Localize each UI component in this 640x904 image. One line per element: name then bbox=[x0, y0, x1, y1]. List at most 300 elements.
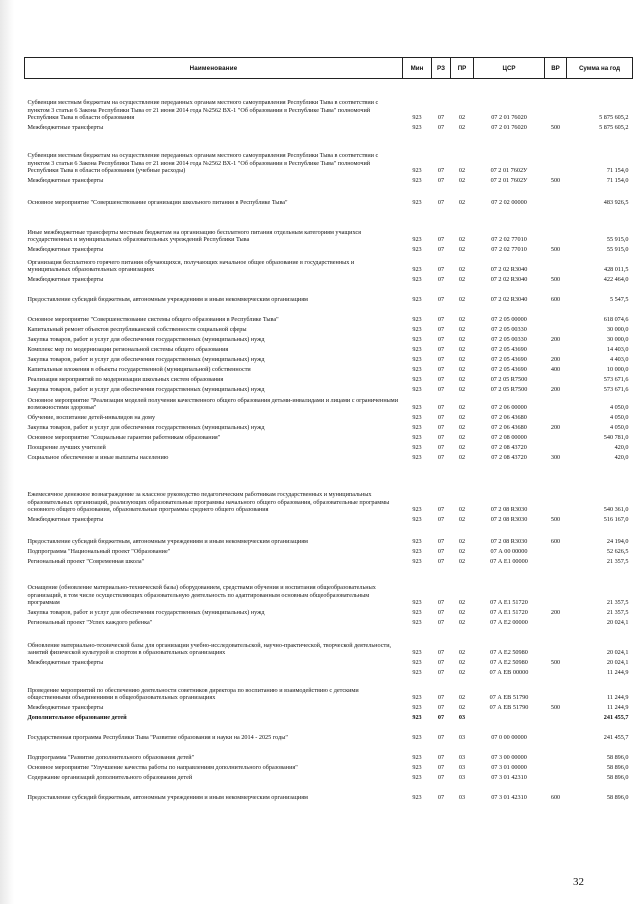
cell-name: Проведение мероприятий по обеспечению деятельности советников директора по воспитанию и взаимодействию с детскими общественными объединениями в общеобразовательных организациях bbox=[27, 686, 359, 702]
cell-csr: 07 А Е2 00000 bbox=[490, 619, 528, 627]
cell-min: 923 bbox=[412, 246, 422, 254]
table-row bbox=[25, 305, 633, 325]
cell-name: Подпрограмма "Национальный проект "Образование" bbox=[27, 548, 171, 556]
table-row bbox=[25, 275, 633, 285]
cell-csr: 07 2 08 43720 bbox=[491, 454, 527, 462]
cell-rz: 07 bbox=[437, 434, 445, 442]
cell-csr: 07 А Е2 50980 bbox=[490, 649, 528, 657]
header-vr: ВР bbox=[545, 58, 567, 79]
cell-rz: 07 bbox=[437, 246, 445, 254]
cell-sum: 241 455,7 bbox=[603, 734, 629, 742]
cell-csr: 07 2 05 43690 bbox=[491, 356, 527, 364]
cell-sum: 52 626,5 bbox=[606, 548, 629, 556]
cell-csr: 07 А ЕВ 51790 bbox=[489, 694, 529, 702]
cell-pr: 02 bbox=[458, 444, 466, 452]
cell-pr: 02 bbox=[458, 454, 466, 462]
cell-pr: 02 bbox=[458, 659, 466, 667]
cell-name: Закупка товаров, работ и услуг для обеспечения государственных (муниципальных) нужд bbox=[27, 609, 265, 617]
cell-sum: 573 671,6 bbox=[603, 386, 629, 394]
cell-csr: 07 2 05 R7500 bbox=[490, 376, 528, 384]
cell-sum: 5 875 605,2 bbox=[599, 114, 629, 122]
cell-vr bbox=[545, 133, 567, 176]
cell-pr: 02 bbox=[458, 276, 466, 284]
cell-pr: 02 bbox=[458, 114, 466, 122]
cell-vr bbox=[545, 678, 567, 703]
cell-rz: 07 bbox=[437, 704, 445, 712]
cell-csr: 07 2 02 R3040 bbox=[490, 276, 528, 284]
table-row bbox=[25, 245, 633, 255]
cell-pr: 02 bbox=[458, 404, 466, 412]
cell-pr: 02 bbox=[458, 434, 466, 442]
cell-sum: 24 194,0 bbox=[606, 538, 629, 546]
table-row bbox=[25, 325, 633, 335]
table-row bbox=[25, 355, 633, 365]
cell-vr bbox=[545, 557, 567, 567]
cell-min: 923 bbox=[412, 404, 422, 412]
cell-vr: 500 bbox=[550, 124, 561, 132]
cell-vr: 500 bbox=[550, 516, 561, 524]
cell-sum: 71 154,0 bbox=[606, 167, 629, 175]
cell-sum: 11 244,9 bbox=[607, 704, 629, 712]
cell-vr bbox=[545, 325, 567, 335]
cell-rz: 07 bbox=[437, 454, 445, 462]
cell-min: 923 bbox=[412, 516, 422, 524]
cell-min: 923 bbox=[412, 794, 422, 802]
cell-min: 923 bbox=[412, 199, 422, 207]
cell-rz: 07 bbox=[437, 346, 445, 354]
cell-vr bbox=[545, 433, 567, 443]
cell-min: 923 bbox=[412, 619, 422, 627]
cell-pr: 02 bbox=[458, 599, 466, 607]
cell-sum: 20 024,1 bbox=[606, 619, 629, 627]
cell-csr: 07 А Е1 51720 bbox=[490, 609, 528, 617]
table-row bbox=[25, 413, 633, 423]
cell-vr: 200 bbox=[550, 609, 561, 617]
cell-sum: 21 357,5 bbox=[606, 609, 629, 617]
cell-name: Иные межбюджетные трансферты местным бюджетам на организацию бесплатного питания отдельным категориям учащихся государственных и муниципальных образовательных учреждений Республики Тыва bbox=[27, 228, 361, 244]
cell-sum: 540 781,0 bbox=[603, 434, 629, 442]
cell-rz: 07 bbox=[437, 366, 445, 374]
cell-csr: 07 2 05 00330 bbox=[491, 336, 527, 344]
cell-csr: 07 2 02 00000 bbox=[491, 199, 527, 207]
cell-min: 923 bbox=[412, 124, 422, 132]
cell-csr: 07 2 08 43720 bbox=[491, 444, 527, 452]
table-row bbox=[25, 678, 633, 703]
cell-vr bbox=[545, 743, 567, 763]
cell-rz: 07 bbox=[437, 599, 445, 607]
cell-rz: 07 bbox=[437, 694, 445, 702]
cell-name: Обновление материально-технической базы для организации учебно-исследовательской, научно-практической, творческой деятельности, занятий физической культурой и спортом в образовательных организациях bbox=[27, 641, 392, 657]
cell-name: Подпрограмма "Развитие дополнительного образования детей" bbox=[27, 754, 195, 762]
cell-pr: 02 bbox=[458, 516, 466, 524]
cell-sum: 71 154,0 bbox=[606, 177, 629, 185]
cell-min: 923 bbox=[412, 454, 422, 462]
cell-pr: 02 bbox=[458, 124, 466, 132]
cell-min: 923 bbox=[412, 266, 422, 274]
cell-rz: 07 bbox=[437, 669, 445, 677]
cell-csr: 07 2 05 00000 bbox=[491, 316, 527, 324]
header-rz: РЗ bbox=[432, 58, 451, 79]
cell-name: Региональный проект "Современная школа" bbox=[27, 558, 145, 566]
cell-name bbox=[25, 668, 403, 678]
cell-name: Дополнительное образование детей bbox=[27, 714, 127, 722]
cell-rz: 07 bbox=[437, 619, 445, 627]
cell-rz: 07 bbox=[437, 548, 445, 556]
cell-vr bbox=[545, 713, 567, 723]
table-row bbox=[25, 668, 633, 678]
cell-sum: 20 024,1 bbox=[606, 649, 629, 657]
budget-table bbox=[24, 57, 633, 803]
cell-pr: 02 bbox=[458, 199, 466, 207]
cell-name: Межбюджетные трансферты bbox=[27, 516, 104, 524]
cell-pr: 02 bbox=[458, 167, 466, 175]
table-row bbox=[25, 133, 633, 176]
budget-table-container bbox=[24, 57, 632, 803]
cell-vr bbox=[545, 305, 567, 325]
cell-csr: 07 2 06 43680 bbox=[491, 414, 527, 422]
cell-rz: 07 bbox=[437, 266, 445, 274]
cell-min: 923 bbox=[412, 296, 422, 304]
table-row bbox=[25, 375, 633, 385]
cell-min: 923 bbox=[412, 694, 422, 702]
cell-sum: 21 357,5 bbox=[606, 599, 629, 607]
cell-min: 923 bbox=[412, 599, 422, 607]
cell-vr: 500 bbox=[550, 246, 561, 254]
table-row bbox=[25, 547, 633, 557]
cell-name: Региональный проект "Успех каждого ребенка" bbox=[27, 619, 153, 627]
table-row bbox=[25, 176, 633, 186]
cell-csr: 07 2 01 76020 bbox=[491, 114, 527, 122]
table-row bbox=[25, 567, 633, 608]
cell-pr: 02 bbox=[458, 356, 466, 364]
cell-vr: 500 bbox=[550, 704, 561, 712]
cell-csr: 07 А Е2 50980 bbox=[490, 659, 528, 667]
cell-pr: 02 bbox=[458, 704, 466, 712]
cell-pr: 02 bbox=[458, 424, 466, 432]
cell-vr bbox=[545, 375, 567, 385]
cell-vr bbox=[545, 443, 567, 453]
cell-name: Основное мероприятие "Совершенствование системы общего образования в Республике Тыва" bbox=[27, 316, 279, 324]
cell-rz: 07 bbox=[437, 659, 445, 667]
cell-min: 923 bbox=[412, 424, 422, 432]
cell-rz: 07 bbox=[437, 276, 445, 284]
cell-rz: 07 bbox=[437, 356, 445, 364]
cell-rz: 07 bbox=[437, 794, 445, 802]
cell-vr: 400 bbox=[550, 366, 561, 374]
cell-csr: 07 3 01 00000 bbox=[491, 764, 527, 772]
cell-pr: 03 bbox=[458, 764, 466, 772]
cell-pr: 03 bbox=[458, 794, 466, 802]
cell-name: Организация бесплатного горячего питания обучающихся, получающих начальное общее образование в государственных и муниципальных образовательных организациях bbox=[27, 258, 355, 274]
table-header bbox=[25, 58, 633, 79]
cell-rz: 07 bbox=[437, 336, 445, 344]
cell-rz: 07 bbox=[437, 124, 445, 132]
cell-vr bbox=[545, 463, 567, 515]
cell-pr: 02 bbox=[458, 538, 466, 546]
cell-vr bbox=[545, 345, 567, 355]
cell-sum: 5 547,5 bbox=[609, 296, 629, 304]
cell-rz: 07 bbox=[437, 199, 445, 207]
cell-csr: 07 А Е1 51720 bbox=[490, 599, 528, 607]
cell-min: 923 bbox=[412, 366, 422, 374]
cell-vr bbox=[545, 567, 567, 608]
cell-sum: 20 024,1 bbox=[606, 659, 629, 667]
cell-min: 923 bbox=[412, 734, 422, 742]
cell-min: 923 bbox=[412, 669, 422, 677]
cell-vr: 500 bbox=[550, 177, 561, 185]
cell-min: 923 bbox=[412, 114, 422, 122]
cell-rz: 07 bbox=[437, 538, 445, 546]
cell-sum: 483 926,5 bbox=[603, 199, 629, 207]
cell-csr: 07 2 02 77010 bbox=[491, 236, 527, 244]
cell-rz: 07 bbox=[437, 326, 445, 334]
cell-sum: 11 244,9 bbox=[607, 669, 629, 677]
table-row bbox=[25, 515, 633, 525]
cell-pr: 02 bbox=[458, 316, 466, 324]
header-min: Мин bbox=[403, 58, 432, 79]
cell-sum: 618 074,6 bbox=[603, 316, 629, 324]
header-sum: Сумма на год bbox=[567, 58, 633, 79]
cell-rz: 07 bbox=[437, 167, 445, 175]
cell-sum: 21 357,5 bbox=[606, 558, 629, 566]
cell-rz: 07 bbox=[437, 734, 445, 742]
cell-sum: 428 011,5 bbox=[603, 266, 629, 274]
cell-pr: 03 bbox=[458, 714, 466, 722]
cell-rz: 07 bbox=[437, 754, 445, 762]
cell-vr bbox=[545, 628, 567, 658]
cell-name: Основное мероприятие "Реализация моделей получения качественного общего образования детьми-инвалидами и лицами с ограниченными возможностями здоровья" bbox=[27, 396, 399, 412]
cell-name: Предоставление субсидий бюджетным, автономным учреждениям и иным некоммерческим организациям bbox=[27, 538, 308, 546]
cell-pr: 03 bbox=[458, 734, 466, 742]
cell-pr: 02 bbox=[458, 548, 466, 556]
cell-min: 923 bbox=[412, 704, 422, 712]
table-row bbox=[25, 365, 633, 375]
table-row bbox=[25, 763, 633, 773]
cell-min: 923 bbox=[412, 659, 422, 667]
cell-vr bbox=[545, 763, 567, 773]
cell-csr: 07 2 08 R3030 bbox=[490, 506, 528, 514]
cell-rz: 07 bbox=[437, 177, 445, 185]
cell-min: 923 bbox=[412, 346, 422, 354]
cell-min: 923 bbox=[412, 649, 422, 657]
table-row bbox=[25, 703, 633, 713]
cell-sum: 4 050,0 bbox=[609, 424, 629, 432]
cell-sum: 14 403,0 bbox=[606, 346, 629, 354]
cell-rz: 07 bbox=[437, 404, 445, 412]
cell-name: Закупка товаров, работ и услуг для обеспечения государственных (муниципальных) нужд bbox=[27, 356, 265, 364]
cell-pr: 02 bbox=[458, 236, 466, 244]
cell-vr: 600 bbox=[550, 794, 561, 802]
cell-csr: 07 2 01 7602У bbox=[490, 177, 528, 185]
table-row bbox=[25, 608, 633, 618]
cell-csr: 07 2 06 00000 bbox=[491, 404, 527, 412]
cell-min: 923 bbox=[412, 236, 422, 244]
cell-vr: 200 bbox=[550, 356, 561, 364]
cell-name: Оснащение (обновление материально-технической базы) оборудованием, средствами обучения и воспитания общеобразовательных организаций, в том числе осуществляющих образовательную деятельность по адаптированным основным общеобразовательным программам bbox=[27, 584, 376, 607]
table-row bbox=[25, 453, 633, 463]
scan-edge-shadow bbox=[0, 0, 14, 904]
cell-name: Межбюджетные трансферты bbox=[27, 704, 104, 712]
cell-name: Предоставление субсидий бюджетным, автономным учреждениям и иным некоммерческим организациям bbox=[27, 296, 308, 304]
table-row bbox=[25, 255, 633, 275]
header-name: Наименование bbox=[25, 58, 403, 79]
cell-pr: 03 bbox=[458, 774, 466, 782]
cell-csr: 07 2 02 77010 bbox=[491, 246, 527, 254]
cell-pr: 03 bbox=[458, 754, 466, 762]
table-row bbox=[25, 395, 633, 413]
table-row bbox=[25, 743, 633, 763]
cell-sum: 30 000,0 bbox=[606, 336, 629, 344]
cell-pr: 02 bbox=[458, 296, 466, 304]
cell-sum: 58 896,0 bbox=[606, 764, 629, 772]
cell-rz: 07 bbox=[437, 424, 445, 432]
table-row bbox=[25, 628, 633, 658]
table-row bbox=[25, 186, 633, 208]
cell-pr: 02 bbox=[458, 246, 466, 254]
cell-csr: 07 2 08 R3030 bbox=[490, 516, 528, 524]
cell-rz: 07 bbox=[437, 114, 445, 122]
table-row bbox=[25, 463, 633, 515]
cell-name: Предоставление субсидий бюджетным, автономным учреждениям и иным некоммерческим организациям bbox=[27, 794, 308, 802]
table-row bbox=[25, 285, 633, 305]
cell-vr bbox=[545, 668, 567, 678]
cell-csr: 07 3 01 42310 bbox=[491, 774, 527, 782]
cell-sum: 516 167,0 bbox=[603, 516, 629, 524]
cell-min: 923 bbox=[412, 356, 422, 364]
page-number: 32 bbox=[573, 876, 584, 888]
table-row bbox=[25, 385, 633, 395]
cell-min: 923 bbox=[412, 548, 422, 556]
cell-name: Закупка товаров, работ и услуг для обеспечения государственных (муниципальных) нужд bbox=[27, 336, 265, 344]
cell-rz: 07 bbox=[437, 558, 445, 566]
table-row bbox=[25, 433, 633, 443]
cell-pr: 02 bbox=[458, 558, 466, 566]
cell-vr bbox=[545, 618, 567, 628]
cell-csr: 07 3 00 00000 bbox=[491, 754, 527, 762]
cell-name: Обучение, воспитание детей-инвалидов на дому bbox=[27, 414, 156, 422]
cell-pr: 02 bbox=[458, 177, 466, 185]
cell-sum: 30 000,0 bbox=[606, 326, 629, 334]
cell-name: Содержание организаций дополнительного образования детей bbox=[27, 774, 193, 782]
cell-rz: 07 bbox=[437, 774, 445, 782]
cell-min: 923 bbox=[412, 506, 422, 514]
cell-name: Государственная программа Республики Тыва "Развитие образования и науки на 2014 - 2025 годы" bbox=[27, 734, 288, 742]
cell-csr: 07 3 01 42310 bbox=[491, 794, 527, 802]
cell-rz: 07 bbox=[437, 386, 445, 394]
cell-pr: 02 bbox=[458, 266, 466, 274]
cell-name: Основное мероприятие "Совершенствование организации школьного питания в Республике Тыва" bbox=[27, 199, 288, 207]
cell-rz: 07 bbox=[437, 714, 445, 722]
table-row bbox=[25, 783, 633, 803]
table-row bbox=[25, 423, 633, 433]
cell-min: 923 bbox=[412, 444, 422, 452]
cell-sum: 573 671,6 bbox=[603, 376, 629, 384]
cell-vr bbox=[545, 547, 567, 557]
cell-csr: 07 2 02 R3040 bbox=[490, 296, 528, 304]
cell-name: Реализация мероприятий по модернизации школьных систем образования bbox=[27, 376, 224, 384]
cell-name: Закупка товаров, работ и услуг для обеспечения государственных (муниципальных) нужд bbox=[27, 424, 265, 432]
cell-rz: 07 bbox=[437, 649, 445, 657]
cell-min: 923 bbox=[412, 386, 422, 394]
cell-pr: 02 bbox=[458, 649, 466, 657]
cell-pr: 02 bbox=[458, 414, 466, 422]
cell-csr: 07 2 08 00000 bbox=[491, 434, 527, 442]
cell-vr bbox=[545, 208, 567, 245]
cell-rz: 07 bbox=[437, 609, 445, 617]
cell-name: Межбюджетные трансферты bbox=[27, 659, 104, 667]
cell-sum: 420,0 bbox=[614, 444, 629, 452]
cell-min: 923 bbox=[412, 434, 422, 442]
cell-csr: 07 2 01 7602У bbox=[490, 167, 528, 175]
cell-rz: 07 bbox=[437, 414, 445, 422]
cell-sum: 540 361,0 bbox=[603, 506, 629, 514]
cell-vr: 200 bbox=[550, 424, 561, 432]
cell-name: Межбюджетные трансферты bbox=[27, 124, 104, 132]
cell-sum: 4 403,0 bbox=[609, 356, 629, 364]
cell-csr: 07 2 08 R3030 bbox=[490, 538, 528, 546]
cell-sum: 241 455,7 bbox=[603, 714, 629, 722]
cell-vr: 600 bbox=[550, 296, 561, 304]
table-row bbox=[25, 123, 633, 133]
cell-min: 923 bbox=[412, 774, 422, 782]
cell-vr bbox=[545, 186, 567, 208]
cell-min: 923 bbox=[412, 376, 422, 384]
table-row bbox=[25, 345, 633, 355]
cell-rz: 07 bbox=[437, 444, 445, 452]
cell-csr: 07 А 00 00000 bbox=[490, 548, 528, 556]
cell-csr: 07 2 05 43690 bbox=[491, 346, 527, 354]
cell-vr bbox=[545, 79, 567, 123]
cell-name: Субвенции местным бюджетам на осуществление переданных органам местного самоуправления Республики Тыва в соответствии с пунктом 3 статьи 6 Закона Республики Тыва от 21 июня 2014 года №2562 ВХ-1 "Об образовании в Республике Тыва" полномочий Республики Тыва в области образования bbox=[27, 99, 379, 122]
table-row bbox=[25, 618, 633, 628]
cell-pr: 02 bbox=[458, 366, 466, 374]
cell-name: Социальное обеспечение и иные выплаты населению bbox=[27, 454, 169, 462]
cell-csr: 07 А Е1 00000 bbox=[490, 558, 528, 566]
cell-sum: 55 915,0 bbox=[606, 236, 629, 244]
header-pr: ПР bbox=[451, 58, 474, 79]
cell-rz: 07 bbox=[437, 296, 445, 304]
cell-min: 923 bbox=[412, 316, 422, 324]
cell-rz: 07 bbox=[437, 506, 445, 514]
cell-csr: 07 2 02 R3040 bbox=[490, 266, 528, 274]
cell-pr: 02 bbox=[458, 326, 466, 334]
cell-csr: 07 2 05 43690 bbox=[491, 366, 527, 374]
cell-min: 923 bbox=[412, 609, 422, 617]
cell-min: 923 bbox=[412, 754, 422, 762]
cell-vr bbox=[545, 395, 567, 413]
cell-pr: 02 bbox=[458, 694, 466, 702]
cell-min: 923 bbox=[412, 336, 422, 344]
table-row bbox=[25, 335, 633, 345]
cell-rz: 07 bbox=[437, 764, 445, 772]
cell-pr: 02 bbox=[458, 609, 466, 617]
cell-pr: 02 bbox=[458, 346, 466, 354]
cell-vr bbox=[545, 255, 567, 275]
cell-rz: 07 bbox=[437, 316, 445, 324]
cell-sum: 420,0 bbox=[614, 454, 629, 462]
cell-vr: 500 bbox=[550, 276, 561, 284]
cell-pr: 02 bbox=[458, 619, 466, 627]
cell-pr: 02 bbox=[458, 376, 466, 384]
cell-sum: 58 896,0 bbox=[606, 794, 629, 802]
cell-min: 923 bbox=[412, 714, 422, 722]
table-row bbox=[25, 443, 633, 453]
cell-vr: 200 bbox=[550, 336, 561, 344]
cell-csr: 07 2 05 00330 bbox=[491, 326, 527, 334]
cell-rz: 07 bbox=[437, 376, 445, 384]
cell-min: 923 bbox=[412, 326, 422, 334]
cell-min: 923 bbox=[412, 167, 422, 175]
